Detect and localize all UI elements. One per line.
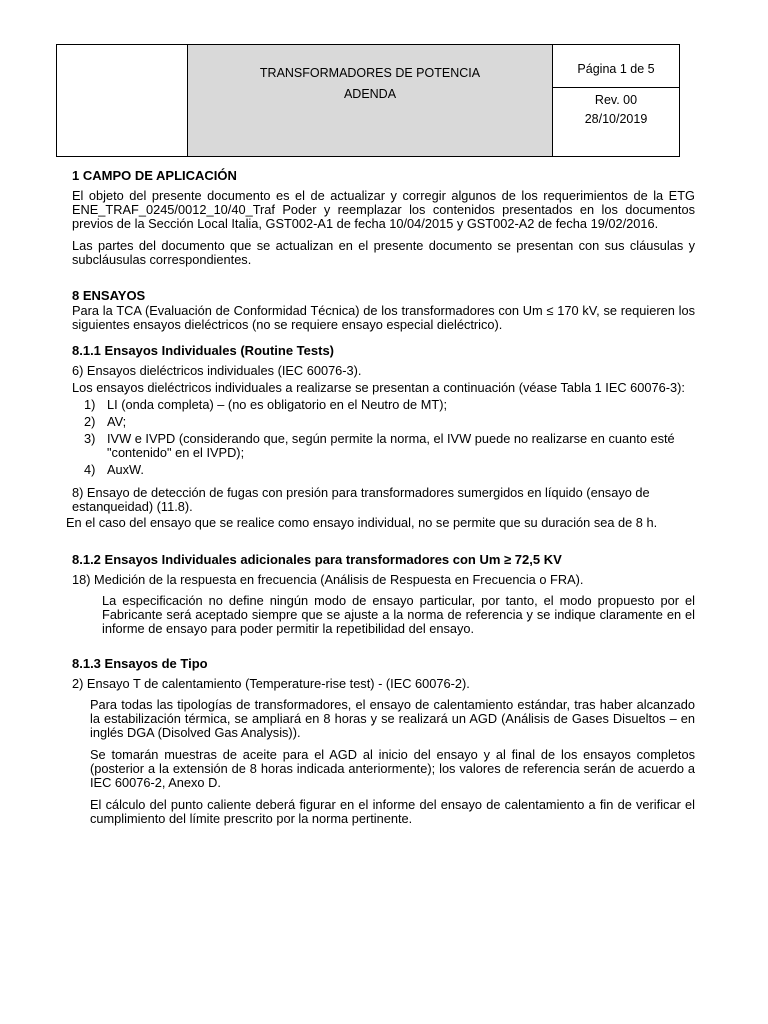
- title-cell: [188, 45, 553, 156]
- revision-block: [553, 88, 679, 129]
- document-title: TRANSFORMADORES DE POTENCIA: [259, 66, 481, 80]
- section-812-heading: 8.1.2 Ensayos Individuales adicionales para transformadores con Um ≥ 72,5 KV: [72, 552, 562, 567]
- section-811-item-8: 8) Ensayo de detección de fugas con presión para transformadores sumergidos en líquido (ensayo de estanqueidad) (11.8).: [72, 485, 650, 514]
- section-811-note: En el caso del ensayo que se realice como ensayo individual, no se permite que su duración sea de 8 h.: [66, 515, 658, 530]
- revision: Rev. 00: [594, 93, 638, 107]
- document-body: [66, 168, 695, 826]
- info-cell: [553, 45, 679, 156]
- document-subtitle: ADENDA: [343, 87, 397, 101]
- page-number: Página 1 de 5: [553, 45, 679, 88]
- section-812-item-18: 18) Medición de la respuesta en frecuencia (Análisis de Respuesta en Frecuencia o FRA).: [72, 572, 584, 587]
- list-item: 3) IVW e IVPD (considerando que, según permite la norma, el IVW puede no realizarse en cuanto esté "contenido" en el IVPD);: [84, 431, 675, 460]
- section-8-paragraph: Para la TCA (Evaluación de Conformidad Técnica) de los transformadores con Um ≤ 170 kV, se requieren los siguientes ensayos dieléctricos (no se requiere ensayo especial dieléctrico).: [72, 303, 695, 332]
- section-813-item-2: 2) Ensayo T de calentamiento (Temperature-rise test) - (IEC 60076-2).: [72, 676, 470, 691]
- section-811-item-6: 6) Ensayos dieléctricos individuales (IEC 60076-3).: [72, 363, 362, 378]
- section-813-paragraph-1: Para todas las tipologías de transformadores, el ensayo de calentamiento estándar, tras haber alcanzado la estabilización térmica, se ampliará en 8 horas y se realizará un AGD (Análisis de Gases Disueltos – en inglés DGA (Disolved Gas Analysis)).: [90, 697, 695, 740]
- list-item: 2) AV;: [84, 414, 127, 429]
- section-1-paragraph-2: Las partes del documento que se actualizan en el presente documento se presentan con sus cláusulas y subcláusulas correspondientes.: [72, 238, 695, 267]
- section-1-heading: 1 CAMPO DE APLICACIÓN: [72, 168, 237, 183]
- section-1-paragraph-1: El objeto del presente documento es el de actualizar y corregir algunos de los requerimientos de la ETG ENE_TRAF_0245/0012_10/40_Traf Poder y reemplazar los contenidos presentados en los documentos previos de la Sección Local Italia, GST002-A1 de fecha 10/04/2015 y GST002-A2 de fecha 19/02/2016.: [72, 188, 695, 231]
- section-813-paragraph-3: El cálculo del punto caliente deberá figurar en el informe del ensayo de calentamiento a fin de verificar el cumplimiento del límite prescrito por la norma pertinente.: [90, 797, 695, 826]
- list-item: 4) AuxW.: [84, 462, 144, 477]
- section-811-intro: Los ensayos dieléctricos individuales a realizarse se presentan a continuación (véase Tabla 1 IEC 60076-3):: [72, 380, 685, 395]
- revision-date: 28/10/2019: [584, 112, 648, 126]
- logo-cell: [57, 45, 188, 156]
- section-813-paragraph-2: Se tomarán muestras de aceite para el AGD al inicio del ensayo y al final de los ensayos completos (posterior a la extensión de 8 horas indicada anteriormente); los valores de referencia serán de acuerdo a IEC 60076-2, Anexo D.: [90, 747, 695, 790]
- list-item: 1) LI (onda completa) – (no es obligatorio en el Neutro de MT);: [84, 397, 448, 412]
- section-811-heading: 8.1.1 Ensayos Individuales (Routine Tests): [72, 343, 334, 358]
- section-813-heading: 8.1.3 Ensayos de Tipo: [72, 656, 208, 671]
- dielectric-test-list: [72, 398, 695, 477]
- section-8-heading: 8 ENSAYOS: [72, 288, 146, 303]
- document-header: [56, 44, 680, 157]
- section-812-paragraph: La especificación no define ningún modo de ensayo particular, por tanto, el modo propuesto por el Fabricante será aceptado siempre que se ajuste a la norma de referencia y se indique claramente en el informe de ensayo para poder permitir la repetibilidad del ensayo.: [102, 593, 695, 636]
